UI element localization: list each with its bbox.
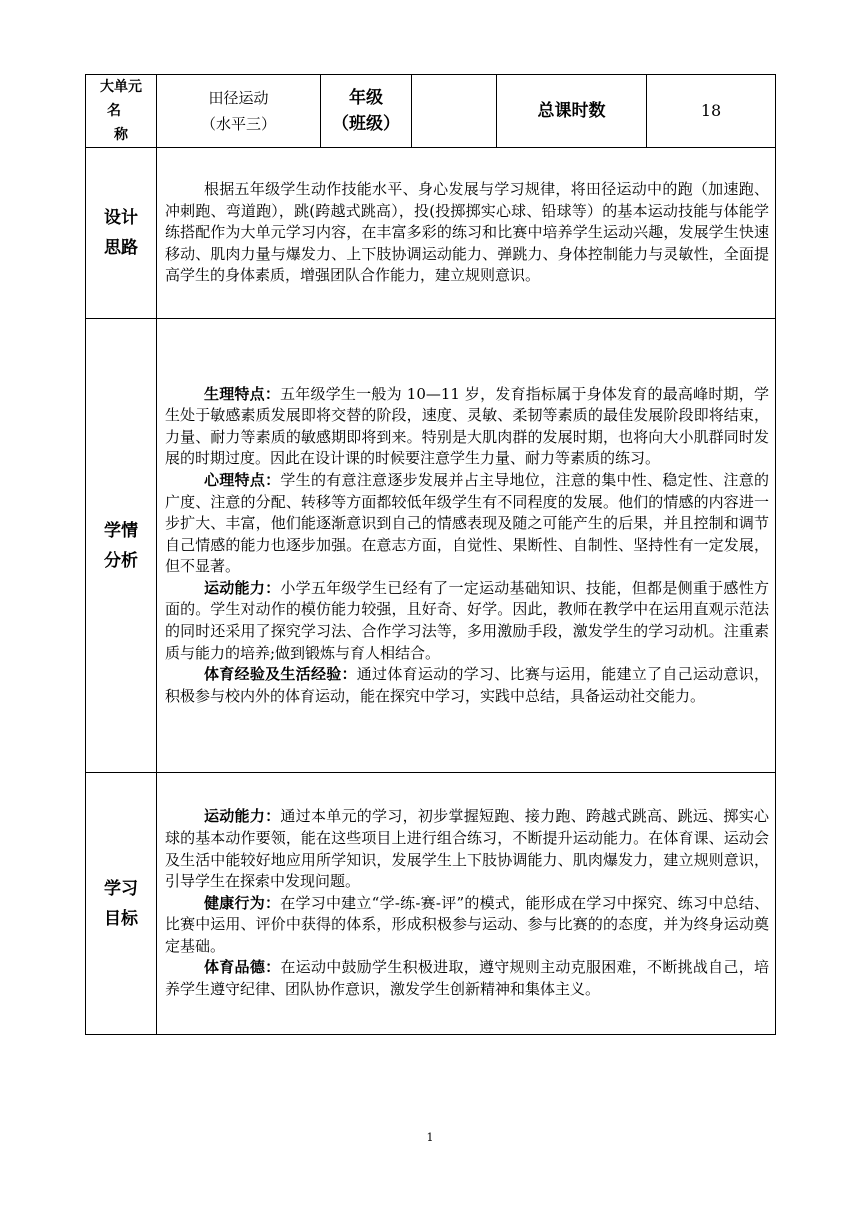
unit-name-value: 田径运动 （水平三）: [200, 89, 276, 133]
goals-paragraph-health: 健康行为：在学习中建立“学-练-赛-评”的模式，能形成在学习中探究、练习中总结、比赛中运用、评价中获得的体系，形成积极参与运动、参与比赛的的态度，并为终身运动奠定基础。: [165, 893, 769, 955]
design-label: 设计 思路: [104, 208, 138, 258]
unit-name-label-cell: [86, 75, 157, 148]
design-label-cell: [86, 148, 157, 319]
total-hours-label: 总课时数: [537, 101, 606, 121]
header-row: [86, 75, 776, 148]
analysis-paragraph-motor: 运动能力：小学五年级学生已经有了一定运动基础知识、技能，但都是侧重于感性方面的。学生对动作的模仿能力较强，且好奇、好学。因此，教师在教学中在运用直观示范法的同时还采用了探究学习法、合作学习法等，多用激励手段，激发学生的学习动机。注重素质与能力的培养;做到锻炼与育人相结合。: [165, 578, 769, 662]
goals-label-cell: [86, 773, 157, 1035]
analysis-row: [86, 319, 776, 773]
analysis-paragraph-psychology: 心理特点：学生的有意注意逐步发展并占主导地位，注意的集中性、稳定性、注意的广度、注意的分配、转移等方面都较低年级学生有不同程度的发展。他们的情感的内容进一步扩大、丰富，他们能逐渐意识到自己的情感表现及随之可能产生的后果，并且控制和调节自己情感的能力也逐步加强。在意志方面，自觉性、果断性、自制性、坚持性有一定发展，但不显著。: [165, 470, 769, 576]
total-hours-label-cell: [497, 75, 647, 148]
goals-row: [86, 773, 776, 1035]
design-row: [86, 148, 776, 319]
page-number: 1: [426, 1131, 434, 1144]
goals-label: 学习 目标: [104, 878, 138, 929]
grade-label: 年级 （班级）: [332, 88, 400, 134]
analysis-paragraph-physiology: 生理特点：五年级学生一般为 10—11 岁，发育指标属于身体发育的最高峰时期，学生处于敏感素质发展即将交替的阶段，速度、灵敏、柔韧等素质的最佳发展阶段即将结束，力量、耐力等素质的敏感期即将到来。特别是大肌肉群的发展时期，也将向大小肌群同时发展的时期过度。因此在设计课的时候要注意学生力量、耐力等素质的练习。: [165, 384, 769, 468]
unit-name-label: 大单元 名 称: [100, 79, 142, 143]
goals-text-cell: [157, 773, 776, 1035]
total-hours-value-cell: [647, 75, 776, 148]
analysis-paragraph-experience: 体育经验及生活经验：通过体育运动的学习、比赛与运用，能建立了自己运动意识，积极参与校内外的体育运动，能在探究中学习，实践中总结，具备运动社交能力。: [165, 665, 769, 705]
grade-value-cell: [412, 75, 497, 148]
analysis-label: 学情 分析: [104, 520, 138, 571]
design-text: 根据五年级学生动作技能水平、身心发展与学习规律，将田径运动中的跑（加速跑、冲刺跑、弯道跑），跳(跨越式跳高），投(投掷掷实心球、铅球等）的基本运动技能与体能学练搭配作为大单元学习内容，在丰富多彩的练习和比赛中培养学生运动兴趣，发展学生快速移动、肌肉力量与爆发力、上下肢协调运动能力、弹跳力、身体控制能力与灵敏性，全面提高学生的身体素质，增强团队合作能力，建立规则意识。: [165, 180, 769, 285]
unit-plan-table: [85, 74, 776, 1035]
analysis-label-cell: [86, 319, 157, 773]
grade-label-cell: [321, 75, 412, 148]
goals-paragraph-motor: 运动能力：通过本单元的学习，初步掌握短跑、接力跑、跨越式跳高、跳远、掷实心球的基本动作要领，能在这些项目上进行组合练习，不断提升运动能力。在体育课、运动会及生活中能较好地应用所学知识，发展学生上下肢协调能力、肌肉爆发力，建立规则意识，引导学生在探索中发现问题。: [165, 807, 769, 891]
goals-paragraph-ethics: 体育品德：在运动中鼓励学生积极进取，遵守规则主动克服困难，不断挑战自己，培养学生遵守纪律、团队协作意识，激发学生创新精神和集体主义。: [165, 958, 769, 999]
analysis-text-cell: [157, 319, 776, 773]
design-text-cell: [157, 148, 776, 319]
unit-name-cell: [157, 75, 321, 148]
total-hours-value: 18: [700, 101, 722, 120]
